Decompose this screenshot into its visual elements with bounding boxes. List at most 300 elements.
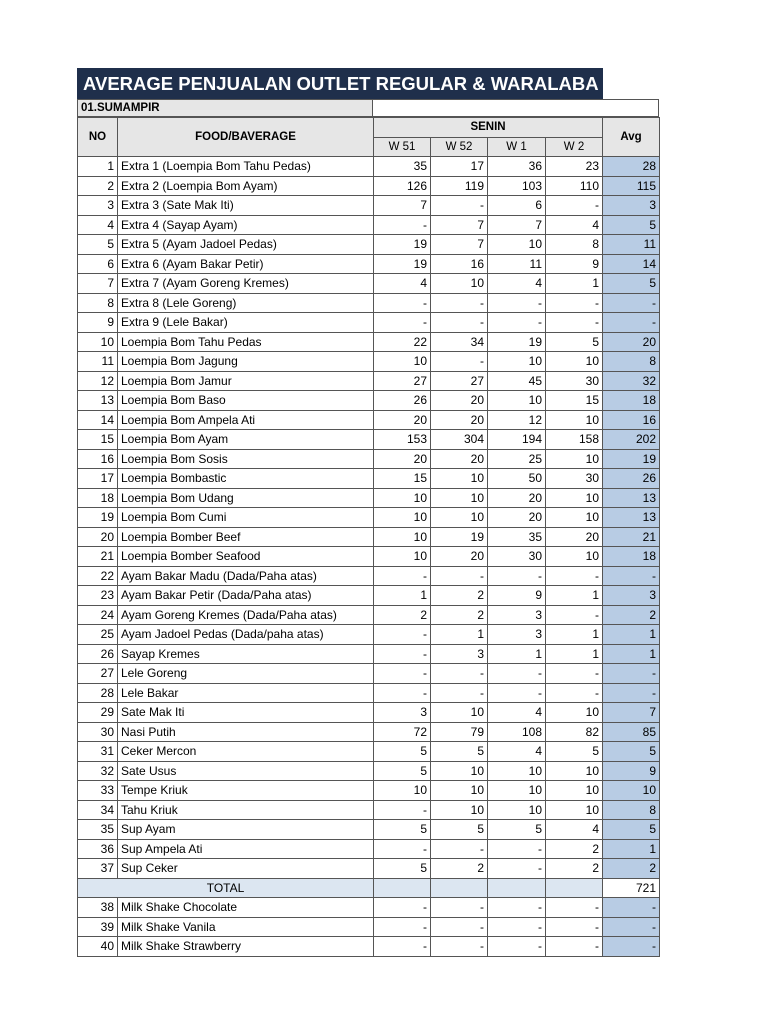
week-value-cell[interactable]: 23 [546,157,603,177]
week-value-cell[interactable]: 2 [546,859,603,879]
table-row [78,683,660,703]
week-value-cell[interactable]: 5 [488,820,546,840]
row-number-cell[interactable]: 39 [78,917,118,937]
avg-value-cell[interactable]: 85 [603,722,660,742]
week-value-cell[interactable]: 9 [546,254,603,274]
avg-value-cell[interactable]: 14 [603,254,660,274]
week-value-cell[interactable]: 10 [374,508,431,528]
item-name-cell[interactable]: Tahu Kriuk [118,800,374,820]
week-value-cell[interactable]: 26 [374,391,431,411]
week-value-cell[interactable]: - [431,313,488,333]
week-value-cell[interactable]: - [431,196,488,216]
week-value-cell[interactable]: - [546,566,603,586]
week-value-cell[interactable]: 10 [431,781,488,801]
header-week[interactable]: W 2 [546,137,603,157]
week-value-cell[interactable]: 20 [431,449,488,469]
week-value-cell[interactable]: 4 [546,215,603,235]
week-value-cell[interactable]: - [546,313,603,333]
table-row [78,781,660,801]
avg-value-cell[interactable]: - [603,566,660,586]
header-week[interactable]: W 51 [374,137,431,157]
week-value-cell[interactable]: 25 [488,449,546,469]
week-value-cell[interactable]: - [488,664,546,684]
week-value-cell[interactable]: - [546,937,603,957]
week-value-cell[interactable]: 10 [431,761,488,781]
row-number-cell[interactable]: 30 [78,722,118,742]
week-value-cell[interactable]: 6 [488,196,546,216]
week-value-cell[interactable]: - [488,566,546,586]
row-number-cell[interactable]: 17 [78,469,118,489]
avg-value-cell[interactable]: 1 [603,644,660,664]
avg-value-cell[interactable]: 1 [603,839,660,859]
week-value-cell[interactable]: 4 [488,274,546,294]
week-value-cell[interactable]: - [488,839,546,859]
row-number-cell[interactable]: 37 [78,859,118,879]
week-value-cell[interactable]: 10 [488,391,546,411]
week-value-cell[interactable]: - [431,937,488,957]
week-value-cell[interactable]: - [546,664,603,684]
total-cell[interactable] [488,878,546,898]
avg-value-cell[interactable]: 202 [603,430,660,450]
item-name-cell[interactable]: Extra 5 (Ayam Jadoel Pedas) [118,235,374,255]
week-value-cell[interactable]: 5 [546,742,603,762]
avg-value-cell[interactable]: 5 [603,742,660,762]
week-value-cell[interactable]: - [374,839,431,859]
week-value-cell[interactable]: 8 [546,235,603,255]
week-value-cell[interactable]: 110 [546,176,603,196]
avg-value-cell[interactable]: 115 [603,176,660,196]
week-value-cell[interactable]: 15 [374,469,431,489]
week-value-cell[interactable]: 7 [488,215,546,235]
week-value-cell[interactable]: 10 [546,761,603,781]
week-value-cell[interactable]: 10 [546,488,603,508]
row-number-cell[interactable]: 12 [78,371,118,391]
week-value-cell[interactable]: - [374,313,431,333]
week-value-cell[interactable]: 10 [488,352,546,372]
week-value-cell[interactable]: 7 [431,235,488,255]
week-value-cell[interactable]: 20 [431,410,488,430]
week-value-cell[interactable]: - [488,859,546,879]
week-value-cell[interactable]: 4 [488,703,546,723]
week-value-cell[interactable]: 10 [431,469,488,489]
week-value-cell[interactable]: - [374,800,431,820]
avg-value-cell[interactable]: 21 [603,527,660,547]
avg-value-cell[interactable]: - [603,664,660,684]
week-value-cell[interactable]: 7 [374,196,431,216]
week-value-cell[interactable]: 10 [546,449,603,469]
row-number-cell[interactable]: 4 [78,215,118,235]
week-value-cell[interactable]: 27 [431,371,488,391]
week-value-cell[interactable]: 20 [546,527,603,547]
avg-value-cell[interactable]: - [603,293,660,313]
week-value-cell[interactable]: 2 [431,586,488,606]
avg-value-cell[interactable]: 5 [603,820,660,840]
item-name-cell[interactable]: Extra 1 (Loempia Bom Tahu Pedas) [118,157,374,177]
week-value-cell[interactable]: 10 [488,800,546,820]
row-number-cell[interactable]: 23 [78,586,118,606]
week-value-cell[interactable]: 10 [546,800,603,820]
week-value-cell[interactable]: 2 [431,859,488,879]
week-value-cell[interactable]: 20 [374,410,431,430]
header-no[interactable]: NO [78,118,118,157]
week-value-cell[interactable]: 4 [546,820,603,840]
row-number-cell[interactable]: 2 [78,176,118,196]
week-value-cell[interactable]: - [546,898,603,918]
week-value-cell[interactable]: 10 [546,547,603,567]
avg-value-cell[interactable]: 18 [603,547,660,567]
week-value-cell[interactable]: - [374,898,431,918]
week-value-cell[interactable]: 5 [431,820,488,840]
avg-value-cell[interactable]: - [603,917,660,937]
week-value-cell[interactable]: - [431,898,488,918]
item-name-cell[interactable]: Loempia Bom Udang [118,488,374,508]
week-value-cell[interactable]: 36 [488,157,546,177]
row-number-cell[interactable]: 11 [78,352,118,372]
week-value-cell[interactable]: - [431,664,488,684]
week-value-cell[interactable]: - [374,293,431,313]
week-value-cell[interactable]: 10 [431,800,488,820]
week-value-cell[interactable]: 45 [488,371,546,391]
week-value-cell[interactable]: - [431,293,488,313]
row-number-cell[interactable]: 14 [78,410,118,430]
week-value-cell[interactable]: 10 [546,410,603,430]
week-value-cell[interactable]: 7 [431,215,488,235]
week-value-cell[interactable]: 4 [488,742,546,762]
week-value-cell[interactable]: - [488,293,546,313]
item-name-cell[interactable]: Milk Shake Strawberry [118,937,374,957]
total-cell[interactable] [546,878,603,898]
avg-value-cell[interactable]: 2 [603,605,660,625]
total-avg[interactable]: 721 [603,878,660,898]
week-value-cell[interactable]: 158 [546,430,603,450]
week-value-cell[interactable]: 10 [488,235,546,255]
header-avg[interactable]: Avg [603,118,660,157]
week-value-cell[interactable]: 30 [488,547,546,567]
week-value-cell[interactable]: 10 [546,781,603,801]
avg-value-cell[interactable]: 10 [603,781,660,801]
week-value-cell[interactable]: - [374,937,431,957]
week-value-cell[interactable]: 1 [431,625,488,645]
week-value-cell[interactable]: 2 [431,605,488,625]
week-value-cell[interactable]: - [374,683,431,703]
week-value-cell[interactable]: 1 [374,586,431,606]
item-name-cell[interactable]: Milk Shake Vanila [118,917,374,937]
row-number-cell[interactable]: 6 [78,254,118,274]
week-value-cell[interactable]: 19 [431,527,488,547]
week-value-cell[interactable]: 11 [488,254,546,274]
header-day[interactable]: SENIN [374,118,603,138]
week-value-cell[interactable]: 50 [488,469,546,489]
item-name-cell[interactable]: Tempe Kriuk [118,781,374,801]
week-value-cell[interactable]: 10 [431,508,488,528]
item-name-cell[interactable]: Ayam Bakar Madu (Dada/Paha atas) [118,566,374,586]
total-cell[interactable] [374,878,431,898]
row-number-cell[interactable]: 31 [78,742,118,762]
item-name-cell[interactable]: Sup Ampela Ati [118,839,374,859]
item-name-cell[interactable]: Ayam Bakar Petir (Dada/Paha atas) [118,586,374,606]
week-value-cell[interactable]: 10 [431,488,488,508]
total-label[interactable]: TOTAL [78,878,374,898]
avg-value-cell[interactable]: 13 [603,488,660,508]
week-value-cell[interactable]: 12 [488,410,546,430]
row-number-cell[interactable]: 24 [78,605,118,625]
week-value-cell[interactable]: 17 [431,157,488,177]
item-name-cell[interactable]: Sate Usus [118,761,374,781]
week-value-cell[interactable]: 3 [431,644,488,664]
week-value-cell[interactable]: - [546,917,603,937]
week-value-cell[interactable]: 2 [374,605,431,625]
row-number-cell[interactable]: 18 [78,488,118,508]
week-value-cell[interactable]: 1 [546,586,603,606]
avg-value-cell[interactable]: 8 [603,800,660,820]
week-value-cell[interactable]: 35 [374,157,431,177]
item-name-cell[interactable]: Ceker Mercon [118,742,374,762]
row-number-cell[interactable]: 28 [78,683,118,703]
row-number-cell[interactable]: 25 [78,625,118,645]
week-value-cell[interactable]: 10 [488,761,546,781]
item-name-cell[interactable]: Loempia Bomber Beef [118,527,374,547]
week-value-cell[interactable]: 1 [546,625,603,645]
week-value-cell[interactable]: - [374,215,431,235]
week-value-cell[interactable]: 5 [374,820,431,840]
row-number-cell[interactable]: 33 [78,781,118,801]
avg-value-cell[interactable]: 11 [603,235,660,255]
week-value-cell[interactable]: 10 [546,508,603,528]
avg-value-cell[interactable]: 16 [603,410,660,430]
week-value-cell[interactable]: 16 [431,254,488,274]
week-value-cell[interactable]: 10 [431,274,488,294]
week-value-cell[interactable]: - [431,839,488,859]
item-name-cell[interactable]: Loempia Bom Tahu Pedas [118,332,374,352]
item-name-cell[interactable]: Loempia Bom Baso [118,391,374,411]
week-value-cell[interactable]: - [374,566,431,586]
item-name-cell[interactable]: Milk Shake Chocolate [118,898,374,918]
row-number-cell[interactable]: 21 [78,547,118,567]
avg-value-cell[interactable]: 32 [603,371,660,391]
avg-value-cell[interactable]: 3 [603,586,660,606]
week-value-cell[interactable]: 4 [374,274,431,294]
week-value-cell[interactable]: - [374,664,431,684]
week-value-cell[interactable]: 1 [546,644,603,664]
week-value-cell[interactable]: 2 [546,839,603,859]
week-value-cell[interactable]: 126 [374,176,431,196]
avg-value-cell[interactable]: - [603,313,660,333]
avg-value-cell[interactable]: 20 [603,332,660,352]
item-name-cell[interactable]: Nasi Putih [118,722,374,742]
week-value-cell[interactable]: 27 [374,371,431,391]
item-name-cell[interactable]: Extra 6 (Ayam Bakar Petir) [118,254,374,274]
week-value-cell[interactable]: 20 [374,449,431,469]
row-number-cell[interactable]: 26 [78,644,118,664]
item-name-cell[interactable]: Loempia Bom Jamur [118,371,374,391]
week-value-cell[interactable]: 30 [546,371,603,391]
item-name-cell[interactable]: Loempia Bom Sosis [118,449,374,469]
week-value-cell[interactable]: - [546,196,603,216]
item-name-cell[interactable]: Extra 2 (Loempia Bom Ayam) [118,176,374,196]
row-number-cell[interactable]: 10 [78,332,118,352]
avg-value-cell[interactable]: 9 [603,761,660,781]
item-name-cell[interactable]: Lele Goreng [118,664,374,684]
avg-value-cell[interactable]: 5 [603,274,660,294]
week-value-cell[interactable]: 1 [488,644,546,664]
report-title[interactable]: AVERAGE PENJUALAN OUTLET REGULAR & WARALABA [77,68,603,99]
item-name-cell[interactable]: Ayam Goreng Kremes (Dada/Paha atas) [118,605,374,625]
avg-value-cell[interactable]: 2 [603,859,660,879]
week-value-cell[interactable]: - [488,917,546,937]
outlet-row [77,99,659,117]
week-value-cell[interactable]: 20 [431,391,488,411]
avg-value-cell[interactable]: - [603,683,660,703]
avg-value-cell[interactable]: 26 [603,469,660,489]
week-value-cell[interactable]: - [546,293,603,313]
avg-value-cell[interactable]: 18 [603,391,660,411]
week-value-cell[interactable]: 5 [374,761,431,781]
total-cell[interactable] [431,878,488,898]
item-name-cell[interactable]: Extra 8 (Lele Goreng) [118,293,374,313]
row-number-cell[interactable]: 19 [78,508,118,528]
item-name-cell[interactable]: Extra 4 (Sayap Ayam) [118,215,374,235]
avg-value-cell[interactable]: 13 [603,508,660,528]
outlet-name-cell[interactable]: 01.SUMAMPIR [77,99,373,117]
row-number-cell[interactable]: 16 [78,449,118,469]
row-number-cell[interactable]: 7 [78,274,118,294]
row-number-cell[interactable]: 20 [78,527,118,547]
week-value-cell[interactable]: - [374,644,431,664]
week-value-cell[interactable]: 72 [374,722,431,742]
item-name-cell[interactable]: Lele Bakar [118,683,374,703]
row-number-cell[interactable]: 27 [78,664,118,684]
week-value-cell[interactable]: 34 [431,332,488,352]
week-value-cell[interactable]: 5 [374,742,431,762]
week-value-cell[interactable]: 10 [431,703,488,723]
header-item[interactable]: FOOD/BAVERAGE [118,118,374,157]
avg-value-cell[interactable]: - [603,898,660,918]
week-value-cell[interactable]: 10 [374,547,431,567]
week-value-cell[interactable]: 30 [546,469,603,489]
week-value-cell[interactable]: 15 [546,391,603,411]
item-name-cell[interactable]: Sate Mak Iti [118,703,374,723]
week-value-cell[interactable]: - [488,937,546,957]
row-number-cell[interactable]: 9 [78,313,118,333]
week-value-cell[interactable]: 108 [488,722,546,742]
item-name-cell[interactable]: Loempia Bom Jagung [118,352,374,372]
week-value-cell[interactable]: 5 [431,742,488,762]
week-value-cell[interactable]: 10 [374,488,431,508]
week-value-cell[interactable]: 20 [488,488,546,508]
row-number-cell[interactable]: 3 [78,196,118,216]
week-value-cell[interactable]: 3 [488,625,546,645]
week-value-cell[interactable]: 194 [488,430,546,450]
week-value-cell[interactable]: 79 [431,722,488,742]
week-value-cell[interactable]: - [488,898,546,918]
header-week[interactable]: W 52 [431,137,488,157]
week-value-cell[interactable]: - [431,917,488,937]
week-value-cell[interactable]: - [488,313,546,333]
header-week[interactable]: W 1 [488,137,546,157]
row-number-cell[interactable]: 5 [78,235,118,255]
item-name-cell[interactable]: Extra 3 (Sate Mak Iti) [118,196,374,216]
row-number-cell[interactable]: 13 [78,391,118,411]
avg-value-cell[interactable]: 1 [603,625,660,645]
row-number-cell[interactable]: 15 [78,430,118,450]
week-value-cell[interactable]: - [431,683,488,703]
week-value-cell[interactable]: 10 [374,781,431,801]
row-number-cell[interactable]: 1 [78,157,118,177]
week-value-cell[interactable]: 19 [374,254,431,274]
row-number-cell[interactable]: 36 [78,839,118,859]
item-name-cell[interactable]: Extra 7 (Ayam Goreng Kremes) [118,274,374,294]
avg-value-cell[interactable]: 3 [603,196,660,216]
item-name-cell[interactable]: Loempia Bom Ampela Ati [118,410,374,430]
item-name-cell[interactable]: Extra 9 (Lele Bakar) [118,313,374,333]
week-value-cell[interactable]: 10 [374,527,431,547]
week-value-cell[interactable]: 3 [374,703,431,723]
avg-value-cell[interactable]: 28 [603,157,660,177]
week-value-cell[interactable]: 1 [546,274,603,294]
item-name-cell[interactable]: Sayap Kremes [118,644,374,664]
row-number-cell[interactable]: 38 [78,898,118,918]
row-number-cell[interactable]: 8 [78,293,118,313]
week-value-cell[interactable]: 9 [488,586,546,606]
week-value-cell[interactable]: 20 [431,547,488,567]
avg-value-cell[interactable]: 5 [603,215,660,235]
row-number-cell[interactable]: 32 [78,761,118,781]
empty-cell[interactable] [373,99,659,117]
row-number-cell[interactable]: 22 [78,566,118,586]
week-value-cell[interactable]: 19 [374,235,431,255]
row-number-cell[interactable]: 40 [78,937,118,957]
item-name-cell[interactable]: Loempia Bom Cumi [118,508,374,528]
week-value-cell[interactable]: - [546,683,603,703]
week-value-cell[interactable]: 22 [374,332,431,352]
row-number-cell[interactable]: 34 [78,800,118,820]
avg-value-cell[interactable]: 7 [603,703,660,723]
item-name-cell[interactable]: Sup Ayam [118,820,374,840]
item-name-cell[interactable]: Sup Ceker [118,859,374,879]
week-value-cell[interactable]: - [546,605,603,625]
week-value-cell[interactable]: - [374,917,431,937]
week-value-cell[interactable]: 153 [374,430,431,450]
week-value-cell[interactable]: 3 [488,605,546,625]
item-name-cell[interactable]: Loempia Bom Ayam [118,430,374,450]
avg-value-cell[interactable]: 8 [603,352,660,372]
week-value-cell[interactable]: 103 [488,176,546,196]
week-value-cell[interactable]: 304 [431,430,488,450]
week-value-cell[interactable]: 10 [546,352,603,372]
item-name-cell[interactable]: Loempia Bombastic [118,469,374,489]
week-value-cell[interactable]: - [488,683,546,703]
item-name-cell[interactable]: Ayam Jadoel Pedas (Dada/paha atas) [118,625,374,645]
week-value-cell[interactable]: 10 [488,781,546,801]
item-name-cell[interactable]: Loempia Bomber Seafood [118,547,374,567]
week-value-cell[interactable]: - [431,352,488,372]
avg-value-cell[interactable]: 19 [603,449,660,469]
week-value-cell[interactable]: 10 [374,352,431,372]
week-value-cell[interactable]: 35 [488,527,546,547]
avg-value-cell[interactable]: - [603,937,660,957]
week-value-cell[interactable]: 119 [431,176,488,196]
week-value-cell[interactable]: 19 [488,332,546,352]
week-value-cell[interactable]: 5 [374,859,431,879]
week-value-cell[interactable]: - [431,566,488,586]
week-value-cell[interactable]: 10 [546,703,603,723]
week-value-cell[interactable]: 82 [546,722,603,742]
week-value-cell[interactable]: 5 [546,332,603,352]
week-value-cell[interactable]: 20 [488,508,546,528]
row-number-cell[interactable]: 29 [78,703,118,723]
row-number-cell[interactable]: 35 [78,820,118,840]
week-value-cell[interactable]: - [374,625,431,645]
